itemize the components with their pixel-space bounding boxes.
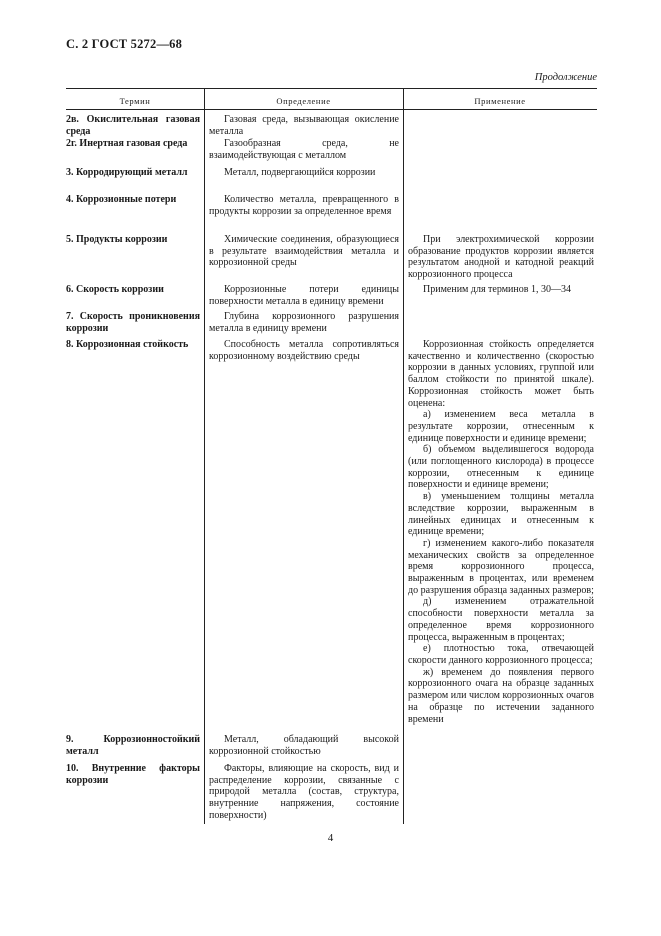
definition-cell: Коррозионные потери единицы поверхности металла в единицу времени bbox=[209, 284, 399, 307]
table-header-border bbox=[66, 109, 597, 110]
term-cell: 6. Скорость коррозии bbox=[66, 284, 164, 295]
application-paragraph: б) объемом выделившегося водорода (или поглощенного кислорода) в процессе коррозии, отнесенным к единице поверхности и единице времени; bbox=[408, 444, 594, 491]
application-paragraph: г) изменением какого-либо показателя механических свойств за определенное время коррозионного процесса, выраженным в процентах, или временем до разрушения образца заданных размеров; bbox=[408, 537, 594, 596]
term-cell: 8. Коррозионная стойкость bbox=[66, 339, 189, 350]
term-cell: 4. Коррозионные потери bbox=[66, 194, 177, 205]
application-paragraph: При электрохимической коррозии образование продуктов коррозии является результатом анодной и катодной реакций коррозионного процесса bbox=[408, 234, 594, 281]
definition-cell: Глубина коррозионного разрушения металла в единицу времени bbox=[209, 311, 399, 334]
application-cell bbox=[408, 284, 594, 296]
column-header-definition: Определение bbox=[276, 96, 331, 106]
term-cell: 5. Продукты коррозии bbox=[66, 234, 168, 245]
page-header: С. 2 ГОСТ 5272—68 bbox=[66, 37, 183, 51]
definition-cell: Газовая среда, вызывающая окисление металла bbox=[209, 114, 399, 137]
application-cell bbox=[408, 339, 594, 725]
table-top-border bbox=[66, 88, 597, 89]
continuation-label: Продолжение bbox=[534, 72, 597, 83]
term-cell: 3. Корродирующий металл bbox=[66, 167, 188, 178]
column-header-application: Применение bbox=[474, 96, 526, 106]
definition-cell: Факторы, влияющие на скорость, вид и распределение коррозии, связанные с природой металла (состав, структура, внутренние напряжения, состояние поверхности) bbox=[209, 763, 399, 821]
definition-cell: Способность металла сопротивляться коррозионному воздействию среды bbox=[209, 339, 399, 362]
definition-cell: Количество металла, превращенного в продукты коррозии за определенное время bbox=[209, 194, 399, 217]
term-cell: 10. Внутренние факторы коррозии bbox=[66, 763, 200, 786]
column-divider-1 bbox=[204, 88, 205, 824]
definition-cell: Химические соединения, образующиеся в результате взаимодействия металла и коррозионной среды bbox=[209, 234, 399, 269]
term-cell: 7. Скорость проникновения коррозии bbox=[66, 311, 200, 334]
page-number: 4 bbox=[327, 832, 334, 844]
application-paragraph: Коррозионная стойкость определяется качественно и количественно (скоростью коррозии в данных условиях, группой или баллом стойкости по принятой шкале). Коррозионная стойкость может быть оценена: bbox=[408, 339, 594, 409]
application-paragraph: ж) временем до появления первого коррозионного очага на образце заданных размером или числом коррозионных очагов на образце по истечении заданного времени bbox=[408, 666, 594, 725]
application-paragraph: а) изменением веса металла в результате коррозии, отнесенным к единице поверхности и единице времени; bbox=[408, 409, 594, 444]
application-paragraph: д) изменением отражательной способности поверхности металла за определенное время коррозионного процесса, выраженным в процентах; bbox=[408, 596, 594, 643]
term-cell: 2в. Окислительная газовая среда bbox=[66, 114, 200, 137]
definition-cell: Металл, обладающий высокой коррозионной стойкостью bbox=[209, 734, 399, 757]
definition-cell: Металл, подвергающийся коррозии bbox=[224, 167, 376, 178]
application-paragraph: Применим для терминов 1, 30—34 bbox=[423, 284, 571, 295]
term-cell: 2г. Инертная газовая среда bbox=[66, 138, 188, 149]
application-paragraph: е) плотностью тока, отвечающей скорости данного коррозионного процесса; bbox=[408, 643, 594, 666]
application-cell bbox=[408, 234, 594, 281]
definition-cell: Газообразная среда, не взаимодействующая с металлом bbox=[209, 138, 399, 161]
column-divider-2 bbox=[403, 88, 404, 824]
terms-table bbox=[66, 88, 597, 824]
term-cell: 9. Коррозионностойкий металл bbox=[66, 734, 200, 757]
application-paragraph: в) уменьшением толщины металла вследствие коррозии, выраженным в линейных единицах и отнесенным к единице времени; bbox=[408, 491, 594, 538]
column-header-term: Термин bbox=[119, 96, 151, 106]
